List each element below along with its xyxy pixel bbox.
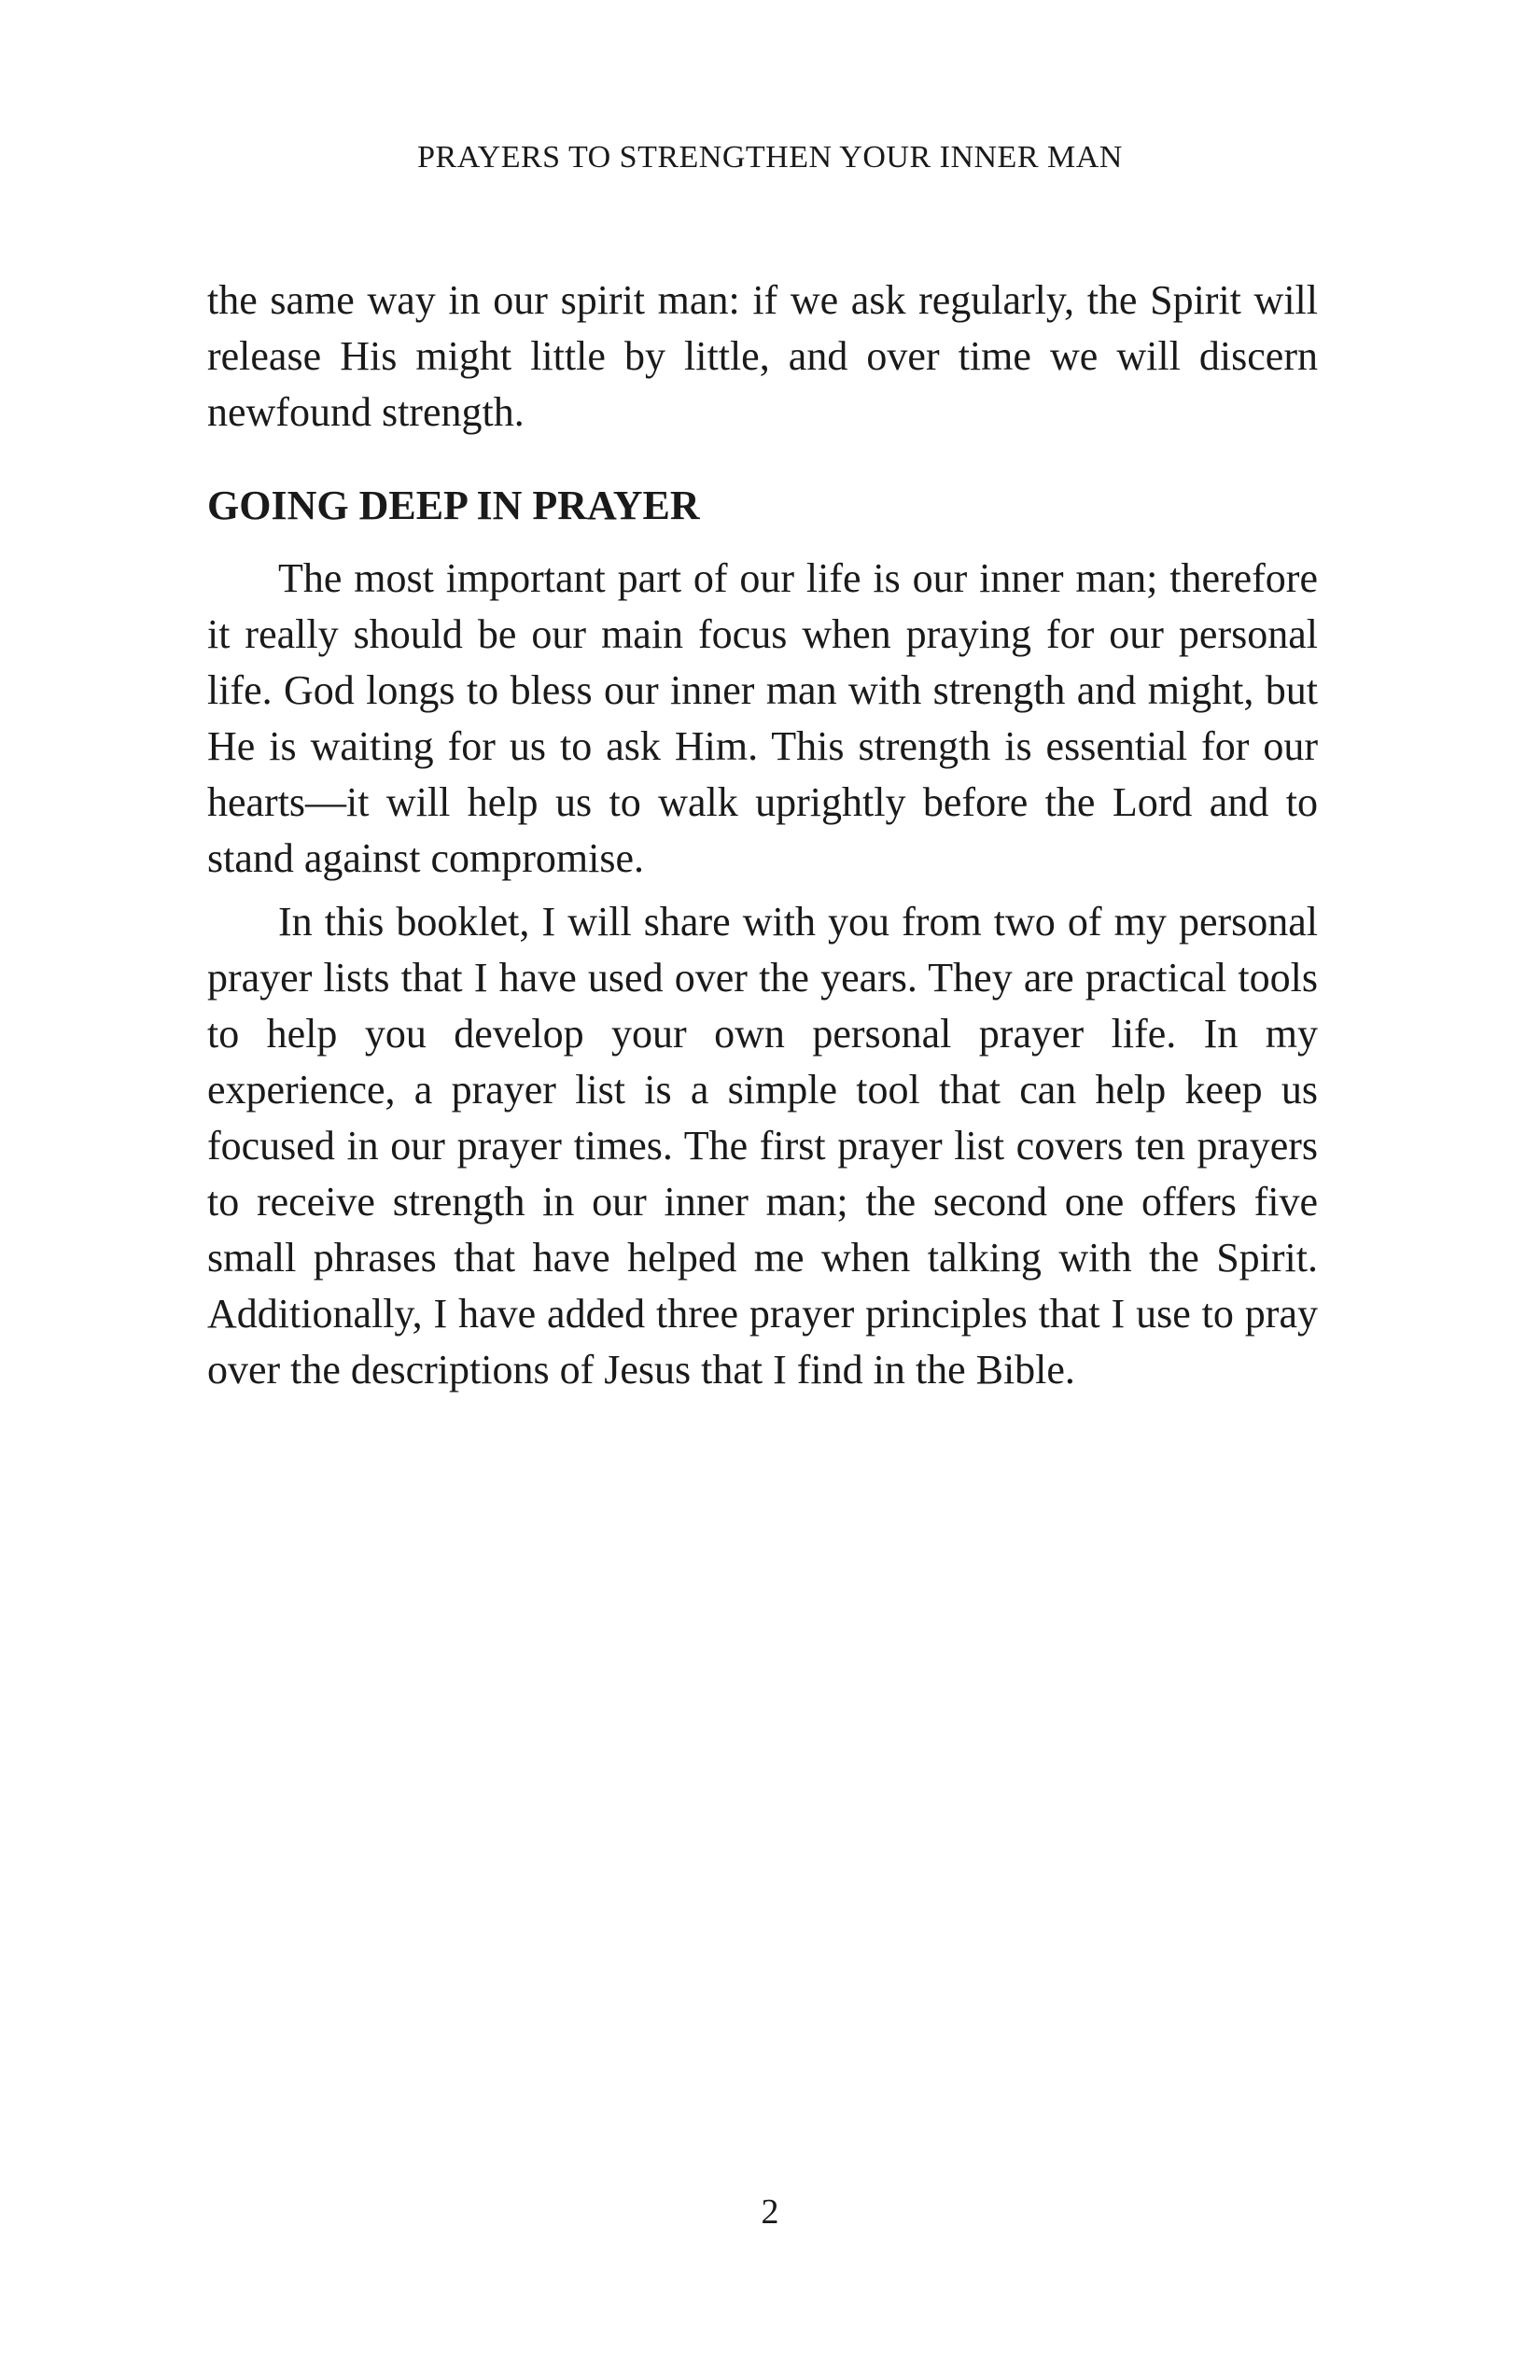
running-header: PRAYERS TO STRENGTHEN YOUR INNER MAN (417, 140, 1123, 175)
page-body (207, 273, 1318, 1398)
page-number: 2 (761, 2192, 779, 2232)
body-paragraph-inner-man: The most important part of our life is our inner man; therefore it really should be our main focus when praying for our personal life. God longs to bless our inner man with strength and might, but He is waiting for us to ask Him. This strength is essential for our hearts—it will help us to walk uprightly before the Lord and to stand against compromise. (207, 555, 1318, 881)
continued-paragraph: the same way in our spirit man: if we ask regularly, the Spirit will release His might little by little, and over time we will discern newfound strength. (207, 277, 1318, 435)
section-heading: GOING DEEP IN PRAYER (207, 483, 700, 528)
body-paragraph-booklet: In this booklet, I will share with you from two of my personal prayer lists that I have used over the years. They are practical tools to help you develop your own personal prayer life. In my experience, a prayer list is a simple tool that can help keep us focused in our prayer times. The first prayer list covers ten prayers to receive strength in our inner man; the second one offers five small phrases that have helped me when talking with the Spirit. Additionally, I have added three prayer principles that I use to pray over the descriptions of Jesus that I find in the Bible. (207, 899, 1318, 1393)
